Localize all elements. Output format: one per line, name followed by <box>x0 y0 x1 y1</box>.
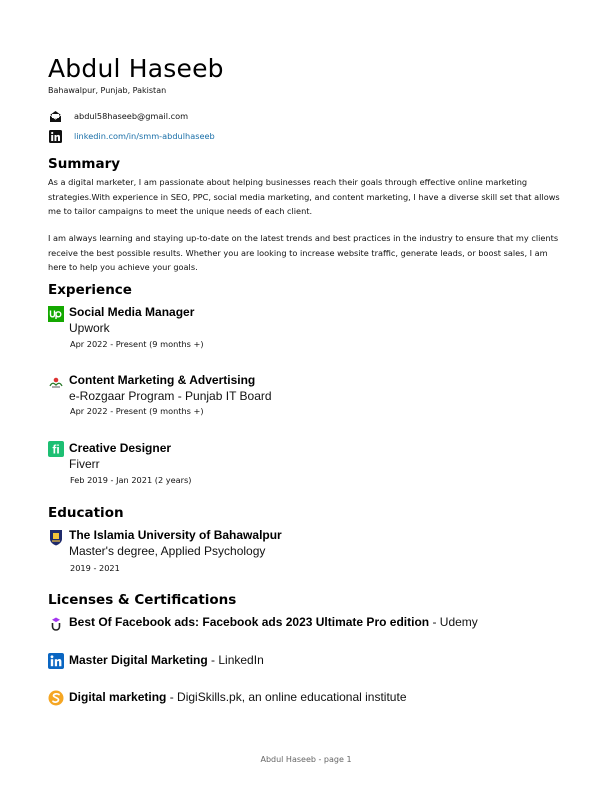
upwork-logo-icon <box>48 306 64 322</box>
svg-text:fi: fi <box>52 442 60 457</box>
certification-name: Best Of Facebook ads: Facebook ads 2023 Ultimate Pro edition <box>69 615 430 629</box>
page-title: Abdul Haseeb <box>48 54 224 83</box>
linkedin-logo-icon <box>48 653 64 669</box>
certification-issuer: - Udemy <box>429 615 478 629</box>
udemy-logo-icon <box>48 616 64 632</box>
location: Bahawalpur, Punjab, Pakistan <box>48 86 167 95</box>
linkedin-link[interactable]: linkedin.com/in/smm-abdulhaseeb <box>74 131 215 141</box>
education-dates: 2019 - 2021 <box>70 563 120 573</box>
experience-company: e-Rozgaar Program - Punjab IT Board <box>69 389 272 403</box>
experience-role: Creative Designer <box>69 441 172 455</box>
experience-company: Upwork <box>69 321 110 335</box>
experience-role: Content Marketing & Advertising <box>69 373 256 387</box>
education-school: The Islamia University of Bahawalpur <box>69 528 282 542</box>
experience-heading: Experience <box>48 282 132 298</box>
linkedin-row <box>48 129 215 143</box>
email-value[interactable]: abdul58haseeb@gmail.com <box>74 111 189 121</box>
certification-issuer: - DigiSkills.pk, an online educational institute <box>166 690 407 704</box>
summary-paragraph-2: I am always learning and staying up-to-date on the latest trends and best practices in the industry to ensure that my clients receive the best possible results. Whether you are looking to increase website traffic, generate leads, or boost sales, I am here to help you achieve your goals. <box>48 233 559 272</box>
mail-icon <box>48 109 62 123</box>
experience-dates: Apr 2022 - Present (9 months +) <box>70 406 204 416</box>
certification-item <box>69 690 407 704</box>
experience-dates: Apr 2022 - Present (9 months +) <box>70 339 204 349</box>
experience-dates: Feb 2019 - Jan 2021 (2 years) <box>70 475 192 485</box>
certification-item <box>69 653 264 667</box>
fiverr-logo-icon <box>48 441 64 457</box>
summary-heading: Summary <box>48 156 121 172</box>
certification-name: Master Digital Marketing <box>69 653 208 667</box>
page-footer: Abdul Haseeb - page 1 <box>260 755 352 764</box>
education-degree: Master's degree, Applied Psychology <box>69 544 266 558</box>
education-heading: Education <box>48 505 124 521</box>
certification-item <box>69 615 478 629</box>
university-crest-icon <box>48 529 64 545</box>
summary-paragraph-1: As a digital marketer, I am passionate about helping businesses reach their goals through effective online marketing strategies.With experience in SEO, PPC, social media marketing, and content marketing, I have a diverse skill set that allows me to tailor campaigns to meet the unique needs of each client. <box>48 177 560 216</box>
experience-role: Social Media Manager <box>69 305 195 319</box>
linkedin-icon <box>48 129 62 143</box>
erozgaar-logo-icon <box>48 374 64 390</box>
certification-issuer: - LinkedIn <box>207 653 264 667</box>
experience-company: Fiverr <box>69 457 100 471</box>
email-row <box>48 109 188 123</box>
certifications-heading: Licenses & Certifications <box>48 592 237 608</box>
digiskills-logo-icon <box>48 690 64 706</box>
certification-name: Digital marketing <box>69 690 167 704</box>
